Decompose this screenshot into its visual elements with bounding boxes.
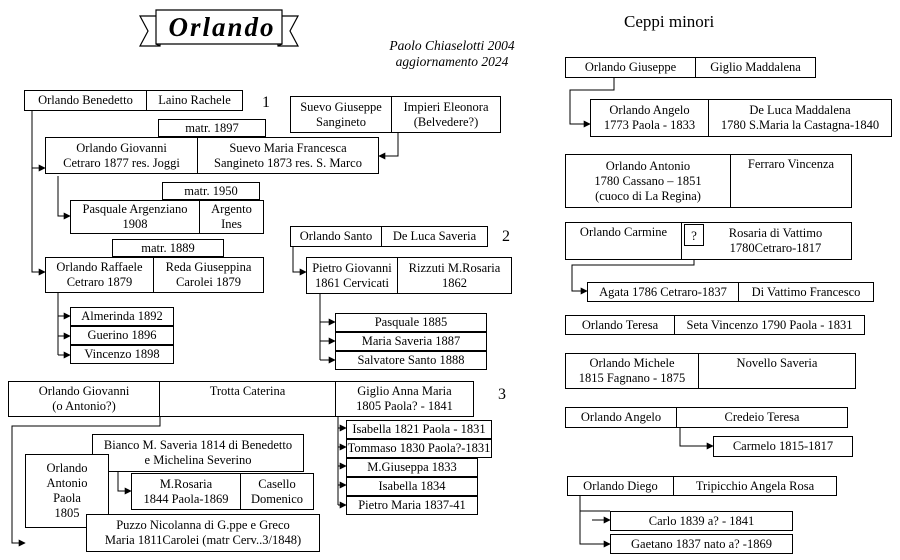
person-pasquale-argenziano: Pasquale Argenziano 1908: [70, 200, 200, 234]
person-rosaria-vattimo: Rosaria di Vattimo 1780Cetraro-1817: [682, 222, 852, 260]
child-pietro-maria: Pietro Maria 1837-41: [346, 496, 478, 515]
person-orlando-giuseppe: Orlando Giuseppe: [565, 57, 696, 78]
couple-giovanni-suevo: [45, 137, 379, 174]
child-maria-saveria: Maria Saveria 1887: [335, 332, 487, 351]
person-bianco-saveria: Bianco M. Saveria 1814 di Benedetto e Michelina Severino: [92, 434, 304, 472]
person-trotta: Trotta Caterina: [160, 381, 336, 417]
child-guerino: Guerino 1896: [70, 326, 174, 345]
group-number-1: 1: [262, 94, 270, 111]
update-note: aggiornamento 2024: [395, 54, 509, 69]
child-pasquale-1885: Pasquale 1885: [335, 313, 487, 332]
line-santo-pietro: [293, 246, 306, 272]
couple-santo-deluca: [290, 226, 488, 247]
group-number-3: 3: [498, 386, 506, 403]
line-giovanni-pasquale: [58, 176, 70, 216]
group-number-2: 2: [502, 228, 510, 245]
marriage-1950: matr. 1950: [162, 182, 260, 200]
child-almerinda: Almerinda 1892: [70, 307, 174, 326]
child-carmelo: Carmelo 1815-1817: [713, 436, 853, 457]
triple-giovanni-trotta-giglio: [8, 381, 474, 417]
couple-antonio-ferraro: [565, 154, 852, 208]
couple-agata-divattimo: [587, 282, 874, 302]
couple-angelo-deluca: [590, 99, 892, 137]
person-santo: Orlando Santo: [290, 226, 382, 247]
person-orlando-diego: Orlando Diego: [567, 476, 674, 496]
person-divattimo-francesco: Di Vattimo Francesco: [739, 282, 874, 302]
person-argento-ines: Argento Ines: [200, 200, 264, 234]
line-angelo-carmelo: [680, 427, 713, 446]
child-isabella-1834: Isabella 1834: [346, 477, 478, 496]
person-orlando-teresa: Orlando Teresa: [565, 315, 675, 335]
person-orlando-angelo-2: Orlando Angelo: [565, 407, 677, 428]
person-giglio-anna-maria: Giglio Anna Maria 1805 Paola? - 1841: [336, 381, 474, 417]
line-diego-children: [580, 495, 610, 544]
line-benedetto-raffaele: [32, 110, 45, 272]
page-title: Orlando: [168, 12, 276, 42]
ceppi-minori-heading: Ceppi minori: [624, 12, 715, 31]
person-orlando-michele: Orlando Michele 1815 Fagnano - 1875: [565, 353, 699, 389]
couple-suevo-impieri: [290, 96, 501, 133]
person-puzzo-nicolanna: Puzzo Nicolanna di G.ppe e Greco Maria 1811Carolei (matr Cerv..3/1848): [86, 514, 320, 552]
person-seta-vincenzo: Seta Vincenzo 1790 Paola - 1831: [675, 315, 865, 335]
author-name: Paolo Chiaselotti 2004: [389, 38, 515, 53]
author-credit: [372, 38, 532, 70]
person-impieri: Impieri Eleonora (Belvedere?): [392, 96, 501, 133]
person-suevo-giuseppe: Suevo Giuseppe Sangineto: [290, 96, 392, 133]
person-agata: Agata 1786 Cetraro-1837: [587, 282, 739, 302]
person-credeio-teresa: Credeio Teresa: [677, 407, 848, 428]
person-orlando-carmine: Orlando Carmine: [565, 222, 682, 260]
couple-pasquale-argento: [70, 200, 264, 234]
couple-carmine-vattimo: [565, 222, 852, 260]
person-rizzuti: Rizzuti M.Rosaria 1862: [398, 257, 512, 294]
line-antonio-mrosaria: [118, 472, 131, 491]
person-giovanni-1877: Orlando Giovanni Cetraro 1877 res. Joggi: [45, 137, 198, 174]
child-mgiuseppa: M.Giuseppa 1833: [346, 458, 478, 477]
couple-angelo-credeio: [565, 407, 848, 428]
person-giovanni-antonio: Orlando Giovanni (o Antonio?): [8, 381, 160, 417]
child-carlo: Carlo 1839 a? - 1841: [610, 511, 793, 531]
child-vincenzo: Vincenzo 1898: [70, 345, 174, 364]
child-salvatore-santo: Salvatore Santo 1888: [335, 351, 487, 370]
unknown-marker: ?: [684, 224, 704, 246]
person-mrosaria: M.Rosaria 1844 Paola-1869: [131, 473, 241, 510]
couple-teresa-seta: [565, 315, 865, 335]
person-reda: Reda Giuseppina Carolei 1879: [154, 257, 264, 293]
line-suevo-mf: [379, 132, 398, 156]
couple-diego-tripicchio: [567, 476, 837, 496]
couple-raffaele-reda: [45, 257, 264, 293]
marriage-1889: matr. 1889: [112, 239, 224, 257]
person-tripicchio: Tripicchio Angela Rosa: [674, 476, 837, 496]
person-ferraro-vincenza: Ferraro Vincenza: [731, 154, 852, 208]
couple-pietro-rizzuti: [306, 257, 512, 294]
person-orlando-antonio-1780: Orlando Antonio 1780 Cassano – 1851 (cuoco di La Regina): [565, 154, 731, 208]
marriage-1897: matr. 1897: [158, 119, 266, 137]
couple-benedetto-laino: [24, 90, 243, 111]
person-orlando-angelo-1773: Orlando Angelo 1773 Paola - 1833: [590, 99, 709, 137]
person-novello-saveria: Novello Saveria: [699, 353, 856, 389]
person-deluca-maddalena: De Luca Maddalena 1780 S.Maria la Castagna-1840: [709, 99, 892, 137]
couple-mrosaria-casello: [131, 473, 314, 510]
child-tommaso: Tommaso 1830 Paola?-1831: [346, 439, 492, 458]
couple-giuseppe-giglio: [565, 57, 816, 78]
person-giglio-maddalena: Giglio Maddalena: [696, 57, 816, 78]
child-isabella-1821: Isabella 1821 Paola - 1831: [346, 420, 492, 439]
child-gaetano: Gaetano 1837 nato a? -1869: [610, 534, 793, 554]
person-deluca-saveria: De Luca Saveria: [382, 226, 488, 247]
couple-michele-novello: [565, 353, 856, 389]
person-casello: Casello Domenico: [241, 473, 314, 510]
person-pietro-giovanni: Pietro Giovanni 1861 Cervicati: [306, 257, 398, 294]
person-antonio-1805: Orlando Antonio Paola 1805: [25, 454, 109, 528]
person-raffaele: Orlando Raffaele Cetraro 1879: [45, 257, 154, 293]
person-suevo-maria-francesca: Suevo Maria Francesca Sangineto 1873 res. S. Marco: [198, 137, 379, 174]
person-benedetto: Orlando Benedetto: [24, 90, 147, 111]
line-benedetto-giovanni: [32, 110, 45, 168]
person-laino: Laino Rachele: [147, 90, 243, 111]
